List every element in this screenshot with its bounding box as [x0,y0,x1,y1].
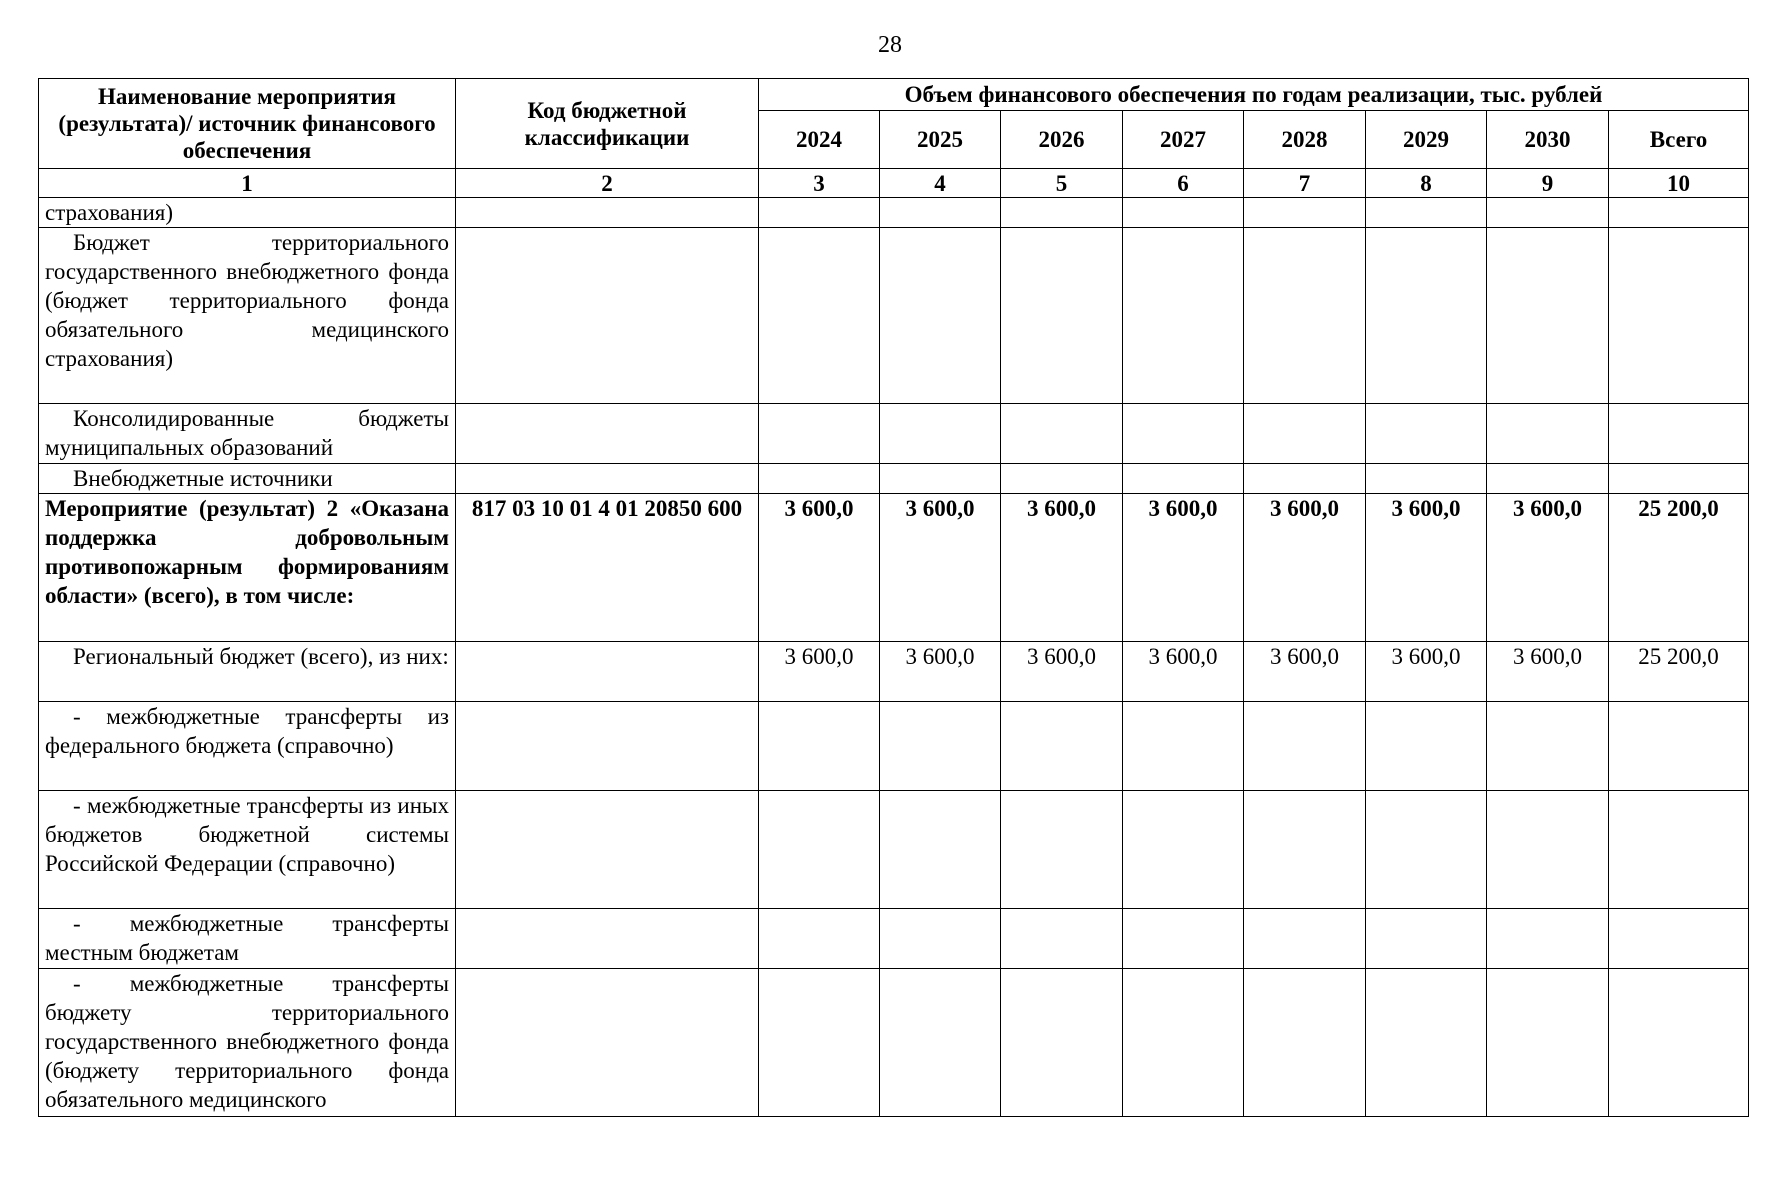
row-value [1123,702,1244,791]
row-code [456,969,759,1117]
row-value: 3 600,0 [1001,642,1123,702]
row-value [1244,404,1366,464]
row-value [1123,228,1244,404]
row-value [1487,228,1609,404]
row-value [759,702,880,791]
row-value: 3 600,0 [1366,642,1487,702]
row-value [1123,791,1244,909]
row-value [1366,198,1487,228]
row-value [1609,702,1749,791]
column-number: 6 [1123,169,1244,198]
row-value [1123,198,1244,228]
row-value [1244,702,1366,791]
row-value [1609,464,1749,494]
row-value: 3 600,0 [1001,494,1123,642]
row-value: 3 600,0 [1123,642,1244,702]
row-value [1609,228,1749,404]
header-year: 2026 [1001,111,1123,169]
row-name: Внебюджетные источники [39,464,456,494]
row-value [880,464,1001,494]
row-value [759,909,880,969]
row-value [1609,791,1749,909]
row-value [1487,909,1609,969]
row-value [880,228,1001,404]
row-value [880,702,1001,791]
row-value [1244,969,1366,1117]
row-value [1487,791,1609,909]
row-value [1366,969,1487,1117]
row-value [1244,198,1366,228]
header-year: 2030 [1487,111,1609,169]
row-value [1244,909,1366,969]
column-number: 9 [1487,169,1609,198]
row-name: - межбюджетные трансферты из иных бюджетов бюджетной системы Российской Федерации (справочно) [39,791,456,909]
column-number: 2 [456,169,759,198]
header-financing-volume: Объем финансового обеспечения по годам реализации, тыс. рублей [759,79,1749,111]
row-code [456,404,759,464]
table-row [39,228,1749,404]
row-value: 3 600,0 [880,642,1001,702]
column-number: 10 [1609,169,1749,198]
row-value [1244,791,1366,909]
row-value: 3 600,0 [1487,494,1609,642]
column-number: 4 [880,169,1001,198]
row-value [880,909,1001,969]
row-value [1001,404,1123,464]
row-value [759,464,880,494]
row-value [1366,702,1487,791]
row-value [1366,404,1487,464]
table-row [39,909,1749,969]
row-value [1366,909,1487,969]
row-value [1001,198,1123,228]
row-value [1244,464,1366,494]
financing-table [38,78,1749,1117]
row-value: 25 200,0 [1609,494,1749,642]
header-total: Всего [1609,111,1749,169]
row-value: 3 600,0 [1244,642,1366,702]
row-name: Мероприятие (результат) 2 «Оказана поддержка добровольным противопожарным формированиям области» (всего), в том числе: [39,494,456,642]
table-row [39,969,1749,1117]
row-value [1609,969,1749,1117]
header-year: 2029 [1366,111,1487,169]
row-value [1366,464,1487,494]
row-value [1609,198,1749,228]
row-name: - межбюджетные трансферты местным бюджетам [39,909,456,969]
header-budget-code: Код бюджетной классификации [456,79,759,169]
table-row [39,791,1749,909]
row-value [759,198,880,228]
row-code [456,464,759,494]
row-value: 3 600,0 [880,494,1001,642]
row-value [1001,702,1123,791]
header-event-name: Наименование мероприятия (результата)/ источник финансового обеспечения [39,79,456,169]
row-value [1123,909,1244,969]
row-value [880,969,1001,1117]
row-value [1609,909,1749,969]
row-name: Региональный бюджет (всего), из них: [39,642,456,702]
row-code [456,642,759,702]
header-year: 2025 [880,111,1001,169]
row-value: 3 600,0 [759,642,880,702]
row-value: 3 600,0 [1366,494,1487,642]
column-number: 1 [39,169,456,198]
header-year: 2028 [1244,111,1366,169]
header-year: 2027 [1123,111,1244,169]
table-row [39,464,1749,494]
row-value [1123,404,1244,464]
row-name: Консолидированные бюджеты муниципальных образований [39,404,456,464]
table-row [39,702,1749,791]
row-code: 817 03 10 01 4 01 20850 600 [456,494,759,642]
row-value [1123,969,1244,1117]
row-value [880,198,1001,228]
row-value [759,404,880,464]
row-value [1487,464,1609,494]
page-number: 28 [878,32,902,58]
row-value [1001,909,1123,969]
row-name: - межбюджетные трансферты из федерального бюджета (справочно) [39,702,456,791]
row-value [759,228,880,404]
row-value: 25 200,0 [1609,642,1749,702]
row-value: 3 600,0 [759,494,880,642]
row-name: Бюджет территориального государственного внебюджетного фонда (бюджет территориального фонда обязательного медицинского страхования) [39,228,456,404]
row-value [1001,464,1123,494]
row-code [456,909,759,969]
row-value [880,404,1001,464]
row-value [1487,198,1609,228]
row-code [456,228,759,404]
row-value [1123,464,1244,494]
row-value [1487,702,1609,791]
row-value [1366,791,1487,909]
row-code [456,791,759,909]
row-value [1366,228,1487,404]
table-row [39,494,1749,642]
column-number: 3 [759,169,880,198]
row-value [1001,969,1123,1117]
column-number: 5 [1001,169,1123,198]
row-name: - межбюджетные трансферты бюджету территориального государственного внебюджетного фонда (бюджету территориального фонда обязательного медицинского [39,969,456,1117]
row-value: 3 600,0 [1244,494,1366,642]
row-value [1001,791,1123,909]
column-number: 8 [1366,169,1487,198]
row-value: 3 600,0 [1123,494,1244,642]
column-number: 7 [1244,169,1366,198]
row-value: 3 600,0 [1487,642,1609,702]
header-year: 2024 [759,111,880,169]
row-value [1244,228,1366,404]
table-row [39,404,1749,464]
row-value [1487,404,1609,464]
table-row [39,642,1749,702]
row-value [880,791,1001,909]
row-value [759,969,880,1117]
row-value [1001,228,1123,404]
row-value [759,791,880,909]
table-row [39,198,1749,228]
row-value [1487,969,1609,1117]
row-value [1609,404,1749,464]
row-name: страхования) [39,198,456,228]
row-code [456,198,759,228]
row-code [456,702,759,791]
